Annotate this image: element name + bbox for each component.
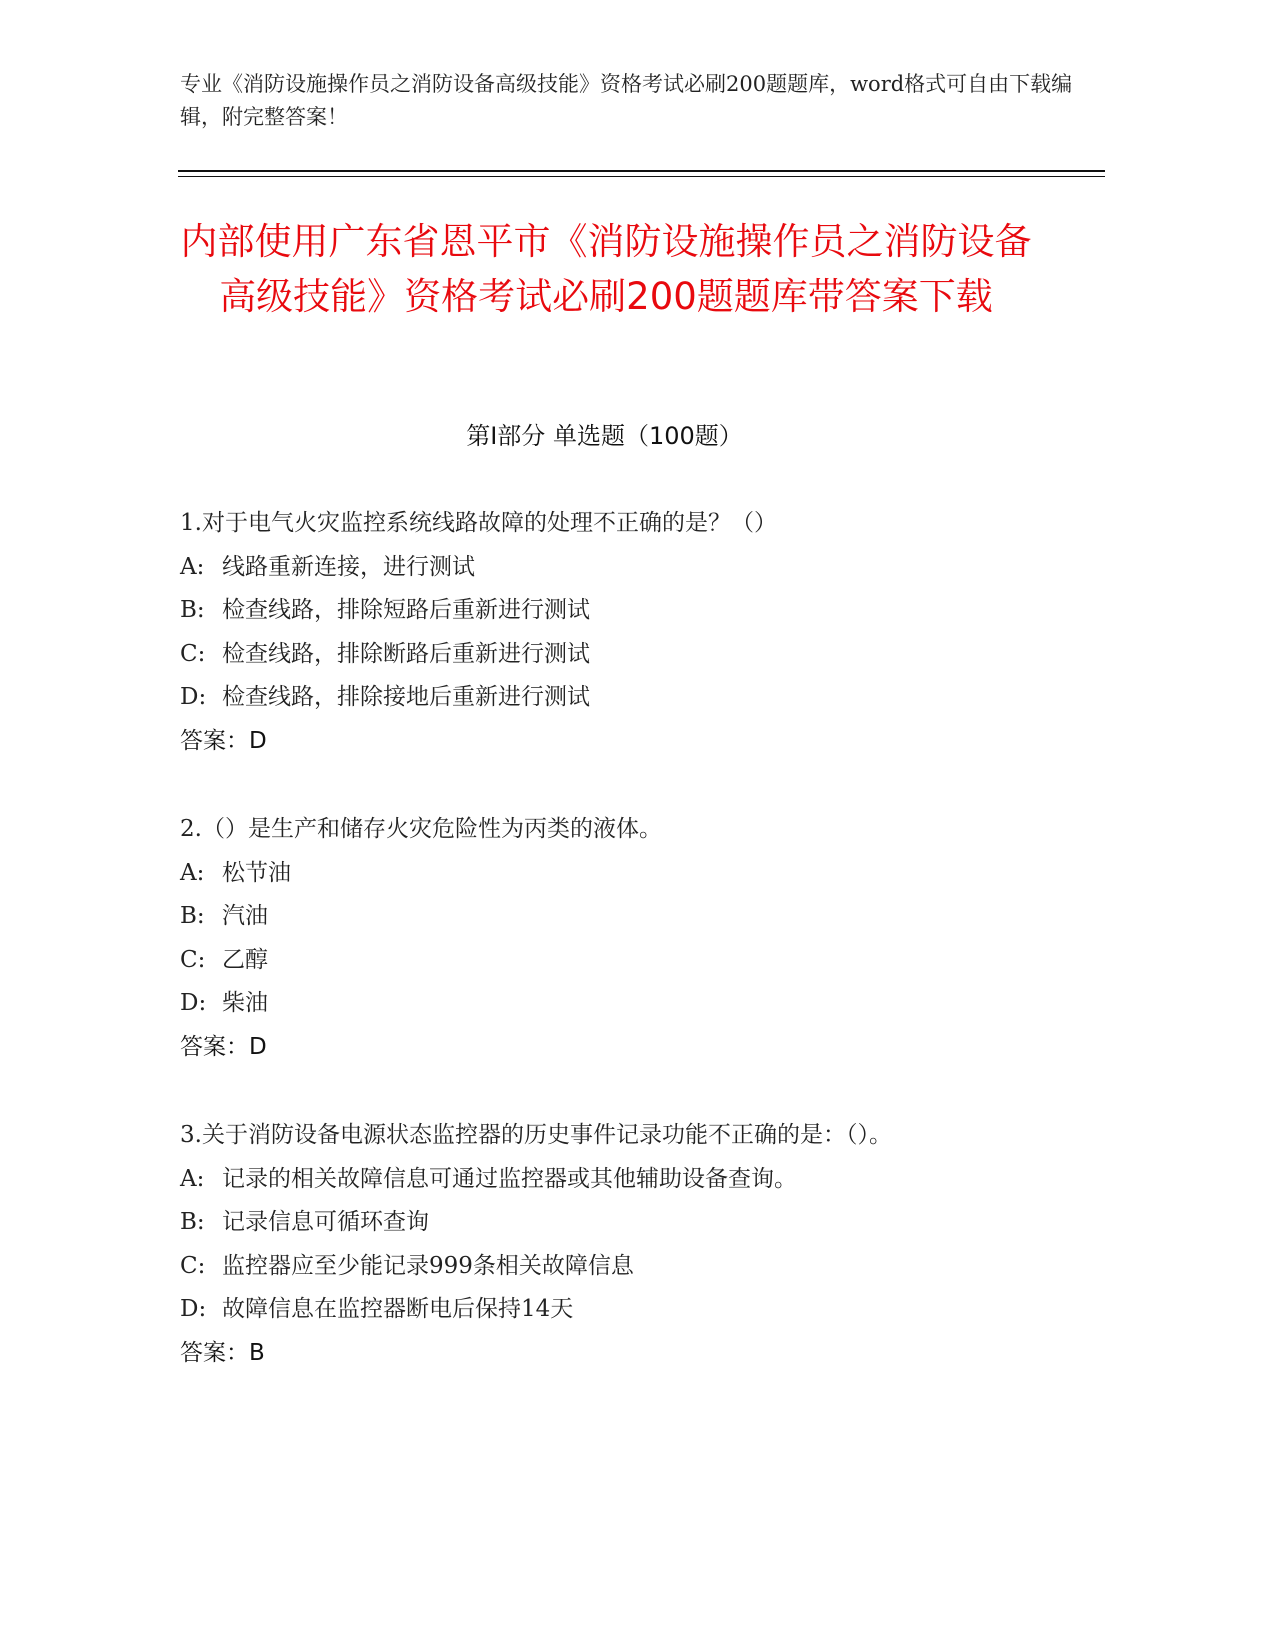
option-d — [180, 982, 1040, 1026]
question-stem: 3.关于消防设备电源状态监控器的历史事件记录功能不正确的是：（）。 — [180, 1122, 892, 1148]
option-text: 记录的相关故障信息可通过监控器或其他辅助设备查询。 — [222, 1165, 797, 1192]
option-text: 检查线路，排除接地后重新进行测试 — [222, 684, 590, 710]
option-letter: A: — [180, 1165, 205, 1192]
option-letter: A: — [180, 553, 205, 580]
answer-line: 答案：D — [180, 727, 267, 754]
answer-line: 答案：D — [180, 1033, 267, 1060]
option-letter: C: — [180, 946, 206, 973]
option-a — [180, 546, 1040, 590]
option-b — [180, 895, 1040, 939]
option-letter: D: — [180, 684, 207, 710]
option-letter: A: — [180, 859, 205, 886]
option-text: 柴油 — [222, 990, 268, 1016]
option-text: 监控器应至少能记录999条相关故障信息 — [222, 1252, 634, 1279]
option-text: 故障信息在监控器断电后保持14天 — [222, 1296, 574, 1322]
question-2 — [180, 808, 1040, 1069]
option-d — [180, 676, 1040, 720]
option-text: 线路重新连接，进行测试 — [222, 553, 475, 580]
option-text: 检查线路，排除断路后重新进行测试 — [222, 640, 590, 667]
option-letter: D: — [180, 990, 207, 1016]
section-heading: 第I部分 单选题（100题） — [466, 422, 743, 450]
question-stem: 1.对于电气火灾监控系统线路故障的处理不正确的是？（） — [180, 510, 777, 536]
option-a — [180, 1158, 1040, 1202]
header-divider-thin — [178, 176, 1105, 177]
question-stem: 2.（）是生产和储存火灾危险性为丙类的液体。 — [180, 816, 662, 842]
option-letter: C: — [180, 640, 206, 667]
option-text: 检查线路，排除短路后重新进行测试 — [222, 597, 590, 623]
option-text: 汽油 — [222, 903, 268, 929]
option-c — [180, 633, 1040, 677]
question-3 — [180, 1114, 1040, 1375]
option-text: 松节油 — [222, 859, 291, 886]
option-text: 记录信息可循环查询 — [222, 1209, 429, 1235]
option-b — [180, 589, 1040, 633]
header-note: 专业《消防设施操作员之消防设备高级技能》资格考试必刷200题题库，word格式可自由下载编辑，附完整答案！ — [180, 72, 1073, 129]
option-c — [180, 939, 1040, 983]
option-b — [180, 1201, 1040, 1245]
option-letter: B: — [180, 597, 205, 623]
option-a — [180, 852, 1040, 896]
option-d — [180, 1288, 1040, 1332]
option-letter: B: — [180, 1209, 205, 1235]
document-title: 内部使用广东省恩平市《消防设施操作员之消防设备高级技能》资格考试必刷200题题库带答案下载 — [180, 220, 1032, 318]
option-letter: B: — [180, 903, 205, 929]
option-letter: D: — [180, 1296, 207, 1322]
option-letter: C: — [180, 1252, 206, 1279]
option-text: 乙醇 — [222, 946, 268, 973]
option-c — [180, 1245, 1040, 1289]
question-1 — [180, 502, 1040, 763]
header-divider-thick — [178, 170, 1105, 172]
answer-line: 答案：B — [180, 1339, 265, 1366]
